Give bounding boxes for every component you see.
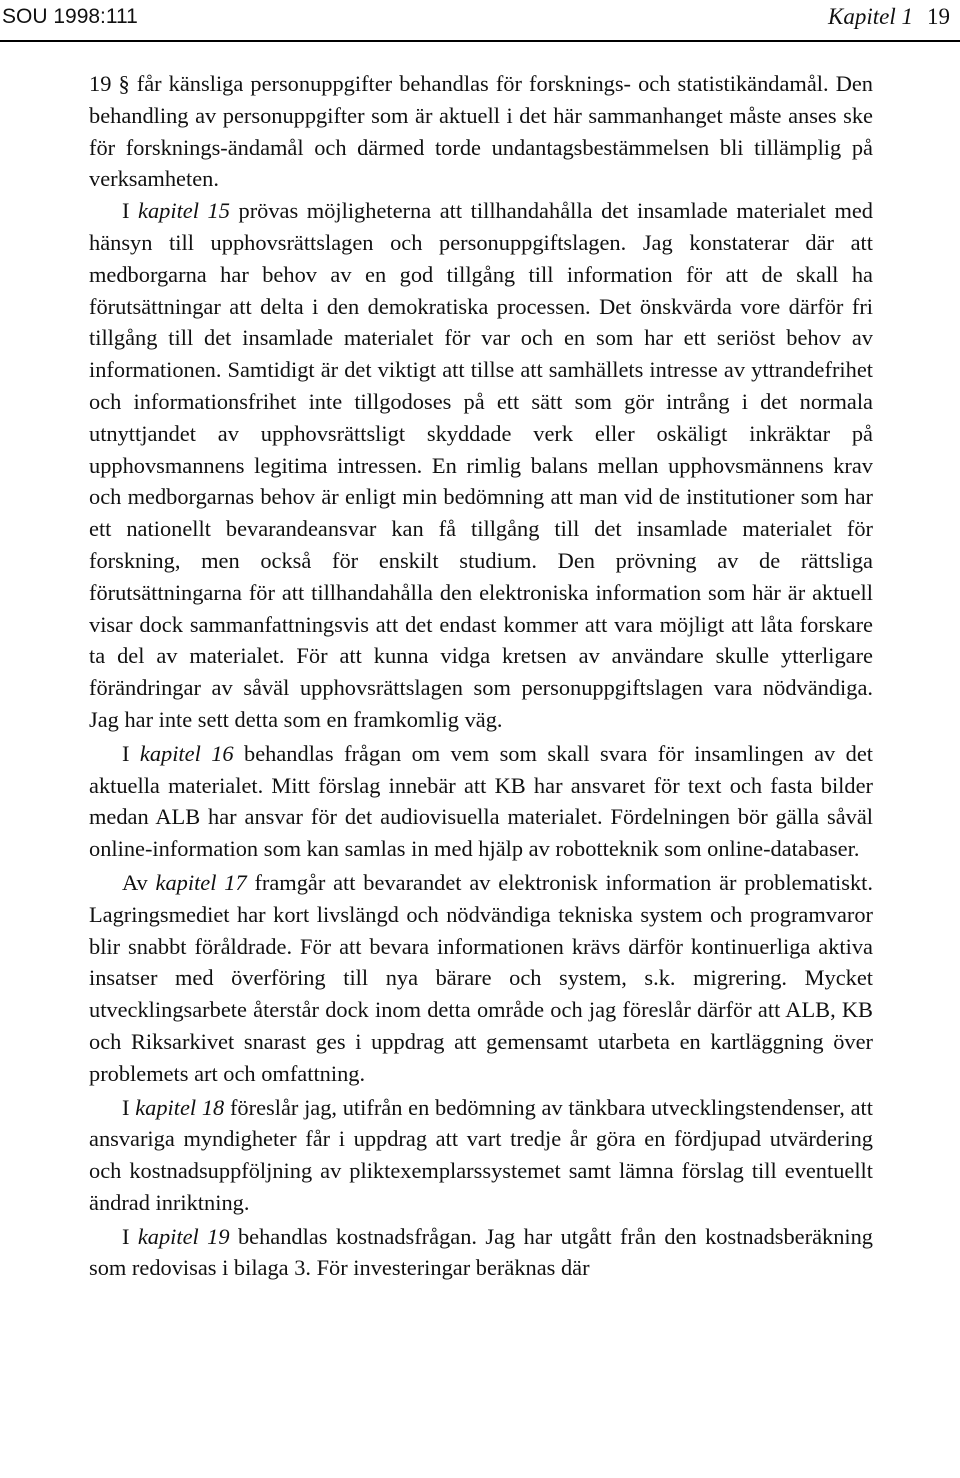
chapter-reference: kapitel 16 bbox=[139, 740, 234, 766]
paragraph-1: 19 § får känsliga personuppgifter behandlas för forsknings- och statistikändamål. Den behandling av personuppgifter som är aktuell i det här sammanhanget måste anses ske för forsknings-ändamål och därmed torde undantagsbestämmelsen bli tillämplig på verksamheten. bbox=[89, 71, 873, 192]
paragraph-chapter-16: I kapitel 16 behandlas frågan om vem som skall svara för insamlingen av det aktuella materialet. Mitt förslag innebär att KB har ansvaret för text och fasta bilder medan ALB har ansvar för det audiovisuella materialet. Fördelningen bör gälla såväl online-information som kan samlas in med hjälp av robotteknik som online-databaser. bbox=[89, 740, 873, 862]
paragraph-chapter-17: Av kapitel 17 framgår att bevarandet av elektronisk information är problematiskt. Lagringsmediet har kort livslängd och nödvändiga tekniska system och programvaror blir snabbt föråldrade. För att bevara informationen krävs därför kontinuerliga aktiva insatser med överföring till nya bärare och system, s.k. migrering. Mycket utvecklingsarbete återstår dock inom detta område och jag föreslår därför att ALB, KB och Riksarkivet snarast ges i uppdrag att gemensamt utarbeta en kartläggning över problemets art och omfattning. bbox=[89, 869, 873, 1086]
chapter-label: Kapitel 1 bbox=[828, 4, 913, 29]
chapter-reference: kapitel 19 bbox=[137, 1223, 230, 1249]
paragraph-chapter-15: I kapitel 15 prövas möjligheterna att tillhandahålla det insamlade materialet med hänsyn till upphovsrättslagen och personuppgiftslagen. Jag konstaterar där att medborgarna har behov av en god tillgång till information för att de skall ha förutsättningar att delta i den demokratiska processen. Det önskvärda vore därför fri tillgång till det insamlade materialet för var och en som har ett seriöst behov av informationen. Samtidigt är det viktigt att tillse att samhällets intresse av yttrandefrihet och informationsfrihet inte tillgodoses på ett sätt som gör intrång i det normala utnyttjandet av upphovsrättsligt skyddade verk eller oskäligt inkräktar på upphovsmannens legitima intressen. En rimlig balans mellan upphovsmännens krav och medborgarnas behov är enligt min bedömning att man vid de institutioner som har ett nationellt bevarandeansvar kan få tillgång till det insamlade materialet för forskning, men också för enskilt studium. Den prövning av de rättsliga förutsättningarna för att tillhandahålla den elektroniska information som här är aktuell visar dock sammanfattningsvis att det endast kommer att vara möjligt att låta forskare ta del av materialet. För att kunna vidga kretsen av användare skulle ytterligare förändringar av såväl upphovsrättslagen som personuppgiftslagen vara nödvändiga. Jag har inte sett detta som en framkomlig väg. bbox=[89, 198, 873, 732]
paragraph-chapter-18: I kapitel 18 föreslår jag, utifrån en bedömning av tänkbara utvecklingstendenser, att ansvariga myndigheter får i uppdrag att vart tredje år göra en fördjupad utvärdering och kostnadsuppföljning av pliktexemplarssystemet samt lämna förslag till eventuellt ändrad inriktning. bbox=[89, 1094, 873, 1215]
running-header bbox=[0, 0, 960, 42]
body-text bbox=[89, 68, 873, 1284]
chapter-reference: kapitel 15 bbox=[138, 198, 230, 224]
chapter-reference: kapitel 17 bbox=[155, 869, 247, 895]
paragraph-chapter-19: I kapitel 19 behandlas kostnadsfrågan. Jag har utgått från den kostnadsberäkning som redovisas i bilaga 3. För investeringar beräknas där bbox=[89, 1223, 874, 1281]
page-number: 19 bbox=[927, 4, 950, 29]
document-series: SOU 1998:111 bbox=[2, 5, 138, 28]
header-right bbox=[828, 4, 950, 30]
chapter-reference: kapitel 18 bbox=[135, 1094, 225, 1120]
